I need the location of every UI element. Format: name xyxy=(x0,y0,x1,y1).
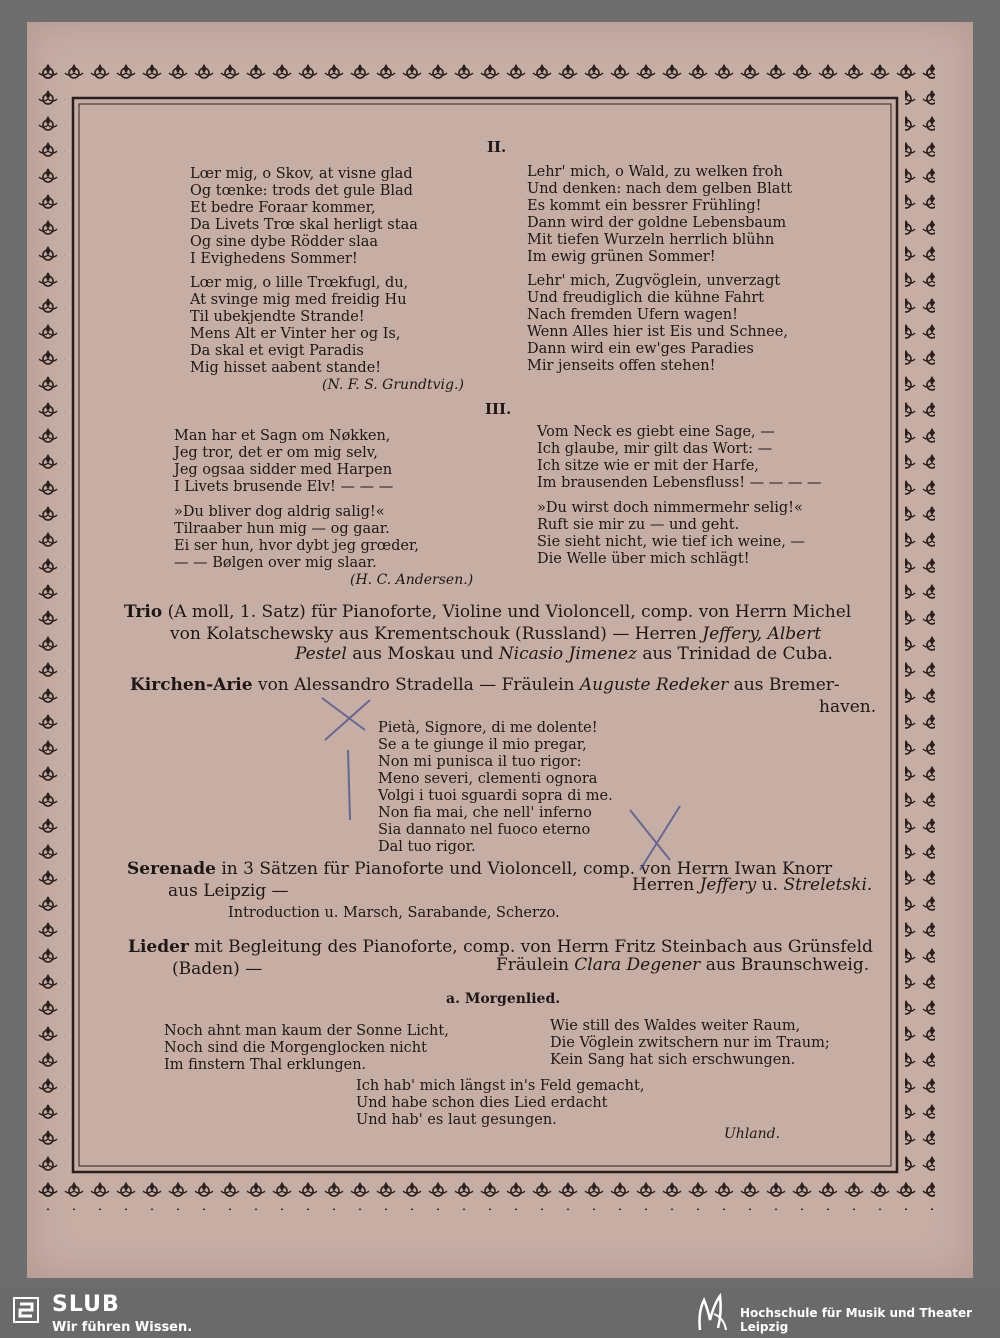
performer-name: Jeffery xyxy=(699,875,757,895)
text-line: (Baden) — xyxy=(172,959,263,979)
text-line: Ich glaube, mir gilt das Wort: — xyxy=(537,441,773,457)
performer-name: Clara Degener xyxy=(574,955,701,975)
piece-title: Serenade xyxy=(127,859,216,879)
text-line: Und denken: nach dem gelben Blatt xyxy=(527,181,793,197)
text-line: Pietà, Signore, di me dolente! xyxy=(378,720,598,736)
piece-title: Lieder xyxy=(128,937,189,957)
text-line: Und freudiglich die kühne Fahrt xyxy=(527,290,765,306)
poem-iii-author: (H. C. Andersen.) xyxy=(350,572,474,588)
text-line: Introduction u. Marsch, Sarabande, Scherzo. xyxy=(228,905,560,921)
text-line: — — Bølgen over mig slaar. xyxy=(174,555,377,571)
text-line xyxy=(130,675,840,695)
text-line: Et bedre Foraar kommer, xyxy=(190,200,376,216)
slub-name: SLUB xyxy=(52,1292,120,1317)
text-line: Ei ser hun, hvor dybt jeg grœder, xyxy=(174,538,419,554)
text-line: haven. xyxy=(819,697,877,717)
text-line: Dann wird der goldne Lebensbaum xyxy=(527,215,787,231)
performer-name: Pestel xyxy=(295,644,347,664)
text-span: Fräulein xyxy=(496,955,575,975)
text-line: Se a te giunge il mio pregar, xyxy=(378,737,587,753)
text-line: Lehr' mich, Zugvöglein, unverzagt xyxy=(527,273,781,289)
text-line: Tilraaber hun mig — og gaar. xyxy=(174,521,390,537)
text-line: »Du wirst doch nimmermehr selig!« xyxy=(537,500,803,516)
text-line: »Du bliver dog aldrig salig!« xyxy=(174,504,385,520)
text-line: Sie sieht nicht, wie tief ich weine, — xyxy=(537,534,805,550)
text-line xyxy=(128,937,873,957)
text-line: Lœr mig, o Skov, at visne glad xyxy=(190,166,413,182)
text-line: Non fia mai, che nell' inferno xyxy=(378,805,592,821)
text-line: Mig hisset aabent stande! xyxy=(190,360,382,376)
hmt-name: Hochschule für Musik und Theater Leipzig xyxy=(740,1306,973,1334)
text-span: in 3 Sätzen für Pianoforte und Violoncell, comp. von Herrn Iwan Knorr xyxy=(215,859,833,879)
text-line: Und hab' es laut gesungen. xyxy=(356,1112,557,1128)
text-line: Da skal et evigt Paradis xyxy=(190,343,364,359)
poem-ii-author: (N. F. S. Grundtvig.) xyxy=(322,377,464,393)
text-line: Die Vöglein zwitschern nur im Traum; xyxy=(550,1035,830,1051)
text-line xyxy=(295,644,833,664)
text-span: von Kolatschewsky aus Krementschouk (Russland) — Herren xyxy=(170,624,703,644)
text-line: Nach fremden Ufern wagen! xyxy=(527,307,738,323)
text-line: Til ubekjendte Strande! xyxy=(190,309,365,325)
text-line: Die Welle über mich schlägt! xyxy=(537,551,750,567)
text-line: Vom Neck es giebt eine Sage, — xyxy=(537,424,775,440)
text-line: Jeg ogsaa sidder med Harpen xyxy=(174,462,393,478)
piece-title: Trio xyxy=(124,602,163,622)
text-span: aus Moskau und xyxy=(346,644,499,664)
program-content xyxy=(90,130,890,1160)
text-line: Im finstern Thal erklungen. xyxy=(164,1057,367,1073)
poem-iii-number: III. xyxy=(485,400,512,418)
text-line: Og sine dybe Rödder slaa xyxy=(190,234,379,250)
text-line: I Evighedens Sommer! xyxy=(190,251,358,267)
text-line: Mens Alt er Vinter her og Is, xyxy=(190,326,401,342)
text-line: Ich hab' mich längst in's Feld gemacht, xyxy=(356,1078,645,1094)
text-line: Noch ahnt man kaum der Sonne Licht, xyxy=(164,1023,449,1039)
poem-ii-number: II. xyxy=(487,138,507,156)
text-line: Im ewig grünen Sommer! xyxy=(527,249,716,265)
text-line: Und habe schon dies Lied erdacht xyxy=(356,1095,608,1111)
hmt-logo-icon xyxy=(694,1292,730,1334)
performer-name: Nicasio Jimenez xyxy=(498,644,637,664)
text-line: Meno severi, clementi ognora xyxy=(378,771,598,787)
text-line: Man har et Sagn om Nøkken, xyxy=(174,428,391,444)
text-line: Dann wird ein ew'ges Paradies xyxy=(527,341,754,357)
text-line: Mir jenseits offen stehen! xyxy=(527,358,716,374)
text-span: aus Trinidad de Cuba. xyxy=(636,644,833,664)
text-line: Volgi i tuoi sguardi sopra di me. xyxy=(378,788,613,804)
text-line: Sia dannato nel fuoco eterno xyxy=(378,822,591,838)
slub-tagline: Wir führen Wissen. xyxy=(52,1320,193,1335)
text-span: von Alessandro Stradella — Fräulein xyxy=(252,675,580,695)
text-line: Lœr mig, o lille Trœkfugl, du, xyxy=(190,275,409,291)
text-span: (A moll, 1. Satz) für Pianoforte, Violine und Violoncell, comp. von Herrn Michel xyxy=(162,602,852,622)
text-line: Kein Sang hat sich erschwungen. xyxy=(550,1052,796,1068)
text-line xyxy=(496,955,869,975)
text-line: Wie still des Waldes weiter Raum, xyxy=(550,1018,801,1034)
text-line: Wenn Alles hier ist Eis und Schnee, xyxy=(527,324,788,340)
pencil-cross-mark xyxy=(310,690,390,830)
song-heading: a. Morgenlied. xyxy=(446,991,561,1007)
text-line: Jeg tror, det er om mig selv, xyxy=(174,445,378,461)
text-span: u. xyxy=(756,875,784,895)
text-line: Lehr' mich, o Wald, zu welken froh xyxy=(527,164,783,180)
text-line xyxy=(124,602,851,622)
text-line: I Livets brusende Elv! — — — xyxy=(174,479,394,495)
text-line: Non mi punisca il tuo rigor: xyxy=(378,754,582,770)
text-line: At svinge mig med freidig Hu xyxy=(190,292,407,308)
text-line: Im brausenden Lebensfluss! — — — — xyxy=(537,475,822,491)
text-line: Ich sitze wie er mit der Harfe, xyxy=(537,458,759,474)
text-span: aus Braunschweig. xyxy=(700,955,870,975)
text-line xyxy=(170,624,821,644)
text-line: Es kommt ein bessrer Frühling! xyxy=(527,198,762,214)
text-line: Mit tiefen Wurzeln herrlich blühn xyxy=(527,232,775,248)
text-line: aus Leipzig — xyxy=(168,881,289,901)
text-line: Dal tuo rigor. xyxy=(378,839,476,855)
piece-title: Kirchen-Arie xyxy=(130,675,253,695)
text-span: aus Bremer- xyxy=(728,675,840,695)
text-line: Noch sind die Morgenglocken nicht xyxy=(164,1040,427,1056)
footer-bar xyxy=(0,1288,1000,1338)
text-span: mit Begleitung des Pianoforte, comp. von Herrn Fritz Steinbach aus Grünsfeld xyxy=(188,937,873,957)
slub-logo-icon xyxy=(12,1296,40,1324)
performer-name: Streletski. xyxy=(783,875,873,895)
poem-author: Uhland. xyxy=(724,1126,781,1142)
pencil-cross-mark xyxy=(620,800,700,880)
text-line: Og tœnke: trods det gule Blad xyxy=(190,183,413,199)
text-line: Ruft sie mir zu — und geht. xyxy=(537,517,740,533)
performer-name: Auguste Redeker xyxy=(579,675,729,695)
text-line: Da Livets Trœ skal herligt staa xyxy=(190,217,418,233)
text-span: Herren xyxy=(632,875,700,895)
performer-names: Jeffery, Albert xyxy=(702,624,822,644)
